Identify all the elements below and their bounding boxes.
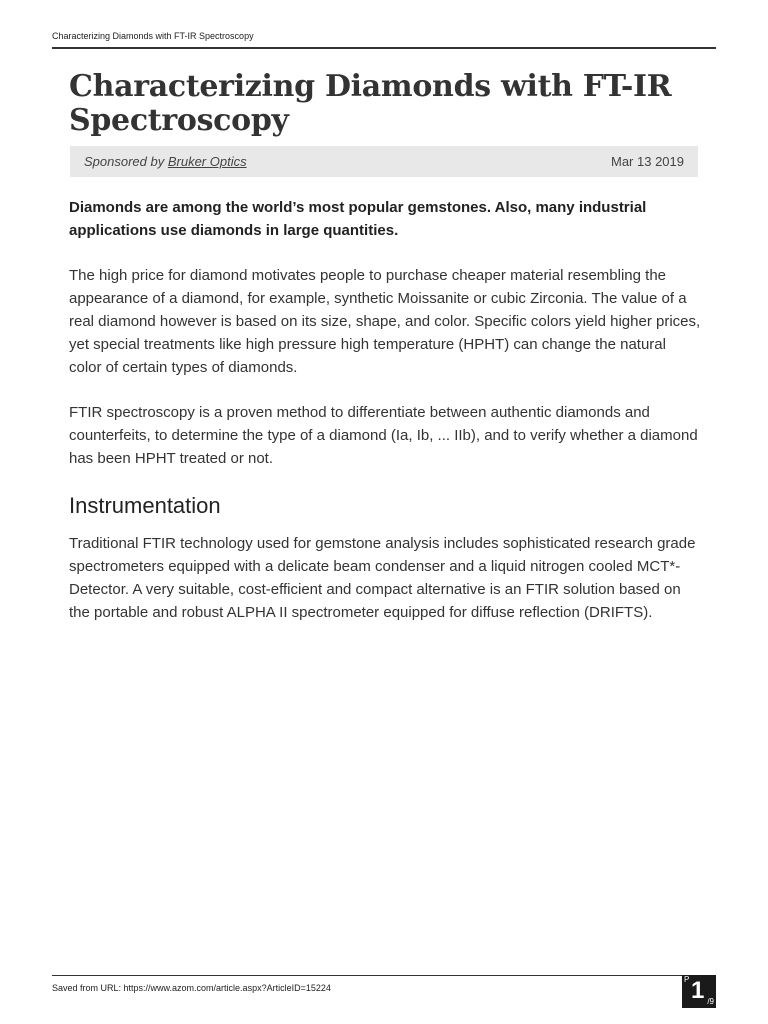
page-label: P bbox=[684, 975, 690, 984]
sponsor-link[interactable]: Bruker Optics bbox=[167, 154, 247, 169]
header-divider bbox=[52, 47, 716, 49]
source-url: Saved from URL: https://www.azom.com/article.aspx?ArticleID=15224 bbox=[52, 983, 331, 993]
body-paragraph: The high price for diamond motivates people to purchase cheaper material resembling the appearance of a diamond, for example, synthetic Moissanite or cubic Zirconia. The value of a real diamond however is based on its size, shape, and color. Specific colors yield higher prices, yet special treatments like high pressure high temperature (HPHT) can change the natural color of certain types of diamonds. bbox=[69, 267, 701, 376]
page-total: /9 bbox=[707, 997, 714, 1006]
footer-divider bbox=[52, 975, 682, 976]
sponsor-prefix: Sponsored by bbox=[84, 154, 168, 169]
page-number: 1 bbox=[691, 977, 705, 1004]
article-title: Characterizing Diamonds with FT-IR Spectroscopy bbox=[69, 69, 672, 138]
sponsor-credit bbox=[84, 154, 247, 169]
publish-date: Mar 13 2019 bbox=[611, 154, 684, 169]
body-paragraph: FTIR spectroscopy is a proven method to differentiate between authentic diamonds and counterfeits, to determine the type of a diamond (Ia, Ib, ... IIb), and to verify whether a diamond has been HPHT treated or not. bbox=[69, 404, 698, 467]
article-body bbox=[69, 196, 701, 646]
page-number-badge bbox=[682, 975, 716, 1008]
lead-paragraph: Diamonds are among the world’s most popular gemstones. Also, many industrial applications use diamonds in large quantities. bbox=[69, 199, 647, 239]
running-header: Characterizing Diamonds with FT-IR Spectroscopy bbox=[52, 31, 254, 41]
section-heading: Instrumentation bbox=[69, 493, 221, 518]
sponsor-bar bbox=[70, 146, 698, 177]
body-paragraph: Traditional FTIR technology used for gemstone analysis includes sophisticated research grade spectrometers equipped with a delicate beam condenser and a liquid nitrogen cooled MCT*-Detector. A very suitable, cost-efficient and compact alternative is an FTIR solution based on the portable and robust ALPHA II spectrometer equipped for diffuse reflection (DRIFTS). bbox=[69, 535, 696, 621]
